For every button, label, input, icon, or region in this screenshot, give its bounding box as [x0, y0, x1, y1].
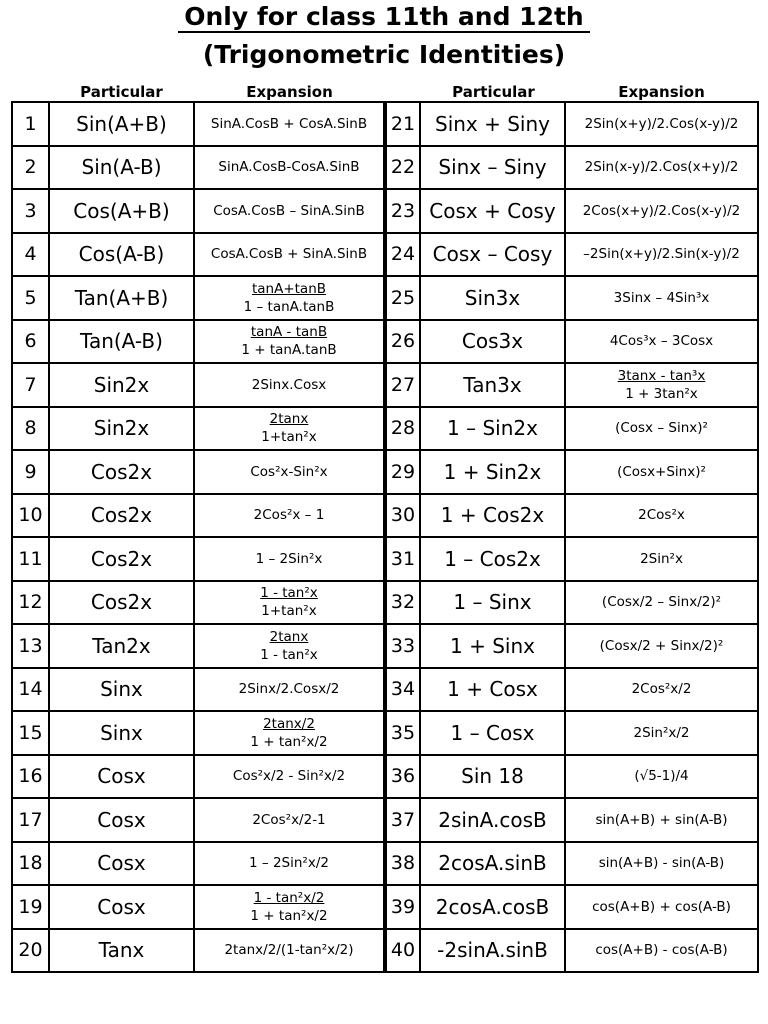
left-row-number: 8 — [12, 407, 49, 451]
right-row-number: 40 — [385, 929, 420, 973]
right-expansion: 2Cos(x+y)/2.Cos(x-y)/2 — [565, 189, 758, 233]
right-expansion: (Cosx+Sinx)² — [565, 450, 758, 494]
table-row — [12, 189, 758, 233]
right-particular: 1 + Cosx — [420, 668, 565, 712]
fraction-denominator: 1+tan²x — [261, 429, 317, 446]
right-expansion: 4Cos³x – 3Cosx — [565, 320, 758, 364]
right-particular: Tan3x — [420, 363, 565, 407]
left-expansion: Cos²x-Sin²x — [194, 450, 385, 494]
left-row-number: 7 — [12, 363, 49, 407]
left-row-number: 10 — [12, 494, 49, 538]
right-particular: Cosx + Cosy — [420, 189, 565, 233]
left-row-number: 6 — [12, 320, 49, 364]
left-expansion — [194, 624, 385, 668]
fraction-numerator: 2tanx — [269, 628, 309, 645]
title-line-1-text: Only for class 11th and 12th — [178, 3, 589, 33]
right-row-number: 28 — [385, 407, 420, 451]
right-row-number: 24 — [385, 233, 420, 277]
right-particular: 1 + Sin2x — [420, 450, 565, 494]
fraction-denominator: 1 + 3tan²x — [625, 385, 698, 402]
right-particular: Sin3x — [420, 276, 565, 320]
left-row-number: 2 — [12, 146, 49, 190]
right-row-number: 21 — [385, 102, 420, 146]
left-particular: Sinx — [49, 668, 194, 712]
right-row-number: 38 — [385, 842, 420, 886]
right-expansion: sin(A+B) - sin(A-B) — [565, 842, 758, 886]
table-row — [12, 276, 758, 320]
fraction-numerator: 2tanx/2 — [263, 715, 315, 732]
fraction-numerator: tanA - tanB — [250, 324, 328, 341]
right-row-number: 39 — [385, 885, 420, 929]
left-particular: Cos2x — [49, 450, 194, 494]
right-particular: 2cosA.sinB — [420, 842, 565, 886]
left-expansion: 2tanx/2/(1-tan²x/2) — [194, 929, 385, 973]
left-expansion — [194, 276, 385, 320]
left-row-number: 16 — [12, 755, 49, 799]
left-expansion: CosA.CosB – SinA.SinB — [194, 189, 385, 233]
right-row-number: 27 — [385, 363, 420, 407]
left-row-number: 15 — [12, 711, 49, 755]
right-expansion: (Cosx – Sinx)² — [565, 407, 758, 451]
table-row — [12, 450, 758, 494]
left-expansion: 1 – 2Sin²x — [194, 537, 385, 581]
left-particular: Tan(A+B) — [49, 276, 194, 320]
left-particular: Tan2x — [49, 624, 194, 668]
left-particular: Sinx — [49, 711, 194, 755]
right-particular: Sin 18 — [420, 755, 565, 799]
left-particular: Cosx — [49, 798, 194, 842]
right-expansion: (Cosx/2 + Sinx/2)² — [565, 624, 758, 668]
left-row-number: 1 — [12, 102, 49, 146]
identities-table-body — [12, 102, 758, 972]
left-row-number: 18 — [12, 842, 49, 886]
fraction-denominator: 1 + tan²x/2 — [250, 907, 328, 924]
fraction-numerator: 2tanx — [269, 411, 309, 428]
header-expansion-left: Expansion — [246, 83, 333, 101]
left-row-number: 17 — [12, 798, 49, 842]
right-particular: 1 – Sin2x — [420, 407, 565, 451]
left-particular: Cosx — [49, 885, 194, 929]
left-row-number: 14 — [12, 668, 49, 712]
fraction-denominator: 1 + tanA.tanB — [241, 342, 337, 359]
right-row-number: 30 — [385, 494, 420, 538]
left-particular: Cosx — [49, 842, 194, 886]
left-particular: Tan(A-B) — [49, 320, 194, 364]
fraction — [244, 280, 335, 316]
right-particular: 1 – Sinx — [420, 581, 565, 625]
table-row — [12, 798, 758, 842]
right-row-number: 23 — [385, 189, 420, 233]
left-row-number: 5 — [12, 276, 49, 320]
fraction-denominator: 1 - tan²x — [260, 646, 318, 663]
table-row — [12, 668, 758, 712]
left-expansion: SinA.CosB-CosA.SinB — [194, 146, 385, 190]
left-particular: Cos(A-B) — [49, 233, 194, 277]
table-row — [12, 102, 758, 146]
left-particular: Cos2x — [49, 494, 194, 538]
right-row-number: 33 — [385, 624, 420, 668]
left-expansion: 2Sinx.Cosx — [194, 363, 385, 407]
right-expansion: cos(A+B) + cos(A-B) — [565, 885, 758, 929]
right-expansion: 2Sin(x+y)/2.Cos(x-y)/2 — [565, 102, 758, 146]
header-particular-left: Particular — [80, 83, 163, 101]
left-particular: Cosx — [49, 755, 194, 799]
table-row — [12, 146, 758, 190]
right-row-number: 22 — [385, 146, 420, 190]
right-expansion: 2Cos²x — [565, 494, 758, 538]
left-row-number: 12 — [12, 581, 49, 625]
left-particular: Sin2x — [49, 407, 194, 451]
left-expansion — [194, 581, 385, 625]
right-particular: 1 – Cosx — [420, 711, 565, 755]
fraction-numerator: 1 - tan²x — [260, 585, 318, 602]
right-row-number: 32 — [385, 581, 420, 625]
left-particular: Sin2x — [49, 363, 194, 407]
right-expansion: 2Cos²x/2 — [565, 668, 758, 712]
right-row-number: 25 — [385, 276, 420, 320]
left-expansion — [194, 320, 385, 364]
right-particular: Sinx + Siny — [420, 102, 565, 146]
table-row — [12, 755, 758, 799]
fraction — [250, 715, 327, 751]
fraction — [260, 584, 318, 620]
title-line-1 — [0, 2, 768, 33]
fraction — [618, 367, 706, 403]
right-row-number: 35 — [385, 711, 420, 755]
right-expansion: 2Sin(x-y)/2.Cos(x+y)/2 — [565, 146, 758, 190]
left-expansion — [194, 885, 385, 929]
right-particular: 1 – Cos2x — [420, 537, 565, 581]
table-row — [12, 537, 758, 581]
right-expansion: 2Sin²x/2 — [565, 711, 758, 755]
right-row-number: 31 — [385, 537, 420, 581]
right-particular: 2cosA.cosB — [420, 885, 565, 929]
right-expansion: cos(A+B) - cos(A-B) — [565, 929, 758, 973]
left-expansion: CosA.CosB + SinA.SinB — [194, 233, 385, 277]
left-row-number: 20 — [12, 929, 49, 973]
right-particular: -2sinA.sinB — [420, 929, 565, 973]
fraction-numerator: tanA+tanB — [251, 280, 327, 297]
table-row — [12, 624, 758, 668]
left-expansion: 2Cos²x/2-1 — [194, 798, 385, 842]
right-particular: Cosx – Cosy — [420, 233, 565, 277]
left-row-number: 9 — [12, 450, 49, 494]
table-row — [12, 842, 758, 886]
fraction-denominator: 1 + tan²x/2 — [250, 733, 328, 750]
right-row-number: 26 — [385, 320, 420, 364]
title-line-2: (Trigonometric Identities) — [202, 40, 566, 69]
left-expansion: 2Sinx/2.Cosx/2 — [194, 668, 385, 712]
fraction — [241, 323, 336, 359]
table-row — [12, 885, 758, 929]
right-particular: 1 + Sinx — [420, 624, 565, 668]
fraction — [250, 889, 327, 925]
fraction-numerator: 3tanx - tan³x — [617, 367, 706, 384]
right-expansion: 2Sin²x — [565, 537, 758, 581]
table-row — [12, 363, 758, 407]
left-row-number: 13 — [12, 624, 49, 668]
right-particular: Sinx – Siny — [420, 146, 565, 190]
left-particular: Sin(A+B) — [49, 102, 194, 146]
right-expansion: 3Sinx – 4Sin³x — [565, 276, 758, 320]
right-particular: 1 + Cos2x — [420, 494, 565, 538]
left-expansion — [194, 407, 385, 451]
left-row-number: 3 — [12, 189, 49, 233]
left-expansion: Cos²x/2 - Sin²x/2 — [194, 755, 385, 799]
left-expansion: 2Cos²x – 1 — [194, 494, 385, 538]
left-particular: Cos2x — [49, 581, 194, 625]
right-expansion: (√5-1)/4 — [565, 755, 758, 799]
right-expansion — [565, 363, 758, 407]
table-row — [12, 407, 758, 451]
fraction — [260, 628, 318, 664]
right-particular: 2sinA.cosB — [420, 798, 565, 842]
left-particular: Cos2x — [49, 537, 194, 581]
table-row — [12, 929, 758, 973]
fraction-denominator: 1+tan²x — [261, 603, 317, 620]
right-row-number: 37 — [385, 798, 420, 842]
fraction-numerator: 1 - tan²x/2 — [253, 889, 325, 906]
table-row — [12, 494, 758, 538]
right-expansion: (Cosx/2 – Sinx/2)² — [565, 581, 758, 625]
left-expansion — [194, 711, 385, 755]
header-expansion-right: Expansion — [618, 83, 705, 101]
header-particular-right: Particular — [452, 83, 535, 101]
fraction-denominator: 1 – tanA.tanB — [243, 298, 335, 315]
left-particular: Tanx — [49, 929, 194, 973]
left-row-number: 11 — [12, 537, 49, 581]
table-row — [12, 320, 758, 364]
left-particular: Cos(A+B) — [49, 189, 194, 233]
right-particular: Cos3x — [420, 320, 565, 364]
right-expansion: sin(A+B) + sin(A-B) — [565, 798, 758, 842]
table-row — [12, 581, 758, 625]
left-row-number: 4 — [12, 233, 49, 277]
left-row-number: 19 — [12, 885, 49, 929]
left-particular: Sin(A-B) — [49, 146, 194, 190]
fraction — [261, 410, 316, 446]
right-expansion: –2Sin(x+y)/2.Sin(x-y)/2 — [565, 233, 758, 277]
left-expansion: SinA.CosB + CosA.SinB — [194, 102, 385, 146]
table-row — [12, 711, 758, 755]
left-expansion: 1 – 2Sin²x/2 — [194, 842, 385, 886]
right-row-number: 36 — [385, 755, 420, 799]
identities-table — [11, 101, 759, 973]
table-row — [12, 233, 758, 277]
right-row-number: 34 — [385, 668, 420, 712]
right-row-number: 29 — [385, 450, 420, 494]
